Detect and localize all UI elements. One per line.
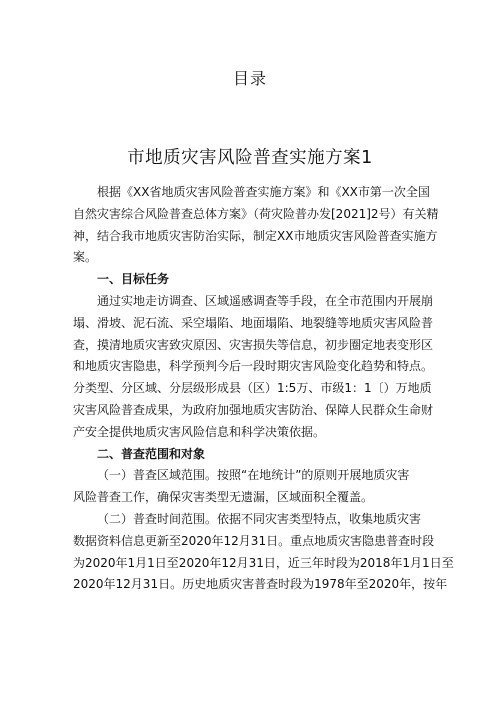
document-body bbox=[73, 182, 454, 596]
paragraph-line: 神，结合我市地质灾害防治实际，制定XX市地质灾害风险普查实施方 bbox=[73, 228, 438, 243]
paragraph-line: 查，摸清地质灾害致灾原因、灾害损失等信息，初步圈定地表变形区 bbox=[73, 337, 434, 352]
paragraph-line: （二）普查时间范围。依据不同灾害类型特点，收集地质灾害 bbox=[97, 511, 422, 526]
paragraph-line: 数据资料信息更新至2020年12月31日。重点地质灾害隐患普查时段 bbox=[73, 533, 435, 548]
paragraph-line: 通过实地走访调查、区域遥感调查等手段，在全市范围内开展崩 bbox=[97, 293, 434, 308]
paragraph-line: 自然灾害综合风险普查总体方案》（荷灾险普办发[2021]2号）有关精 bbox=[73, 206, 439, 221]
document-title: 市地质灾害风险普查实施方案1 bbox=[127, 148, 373, 168]
paragraph-line: 塌、滑坡、泥石流、采空塌陷、地面塌陷、地裂缝等地质灾害风险普 bbox=[73, 315, 434, 330]
paragraph-line: 根据《XX省地质灾害风险普查实施方案》和《XX市第一次全国 bbox=[97, 185, 430, 199]
paragraph-line: 为2020年1月1日至2020年12月31日，近三年时段为2018年1月1日至 bbox=[73, 555, 454, 570]
section-heading: 一、目标任务 bbox=[97, 272, 170, 287]
section-heading: 二、普查范围和对象 bbox=[97, 446, 206, 461]
paragraph-line: 分类型、分区域、分层级形成县（区）1:5万、市级1：1〔）万地质 bbox=[73, 381, 432, 396]
paragraph-line: 灾害风险普查成果，为政府加强地质灾害防治、保障人民群众生命财 bbox=[73, 402, 434, 417]
paragraph-line: 2020年12月31日。历史地质灾害普查时段为1978年至2020年，按年 bbox=[73, 577, 448, 592]
toc-heading: 目录 bbox=[232, 69, 267, 88]
paragraph-line: 和地质灾害隐患，科学预判今后一段时期灾害风险变化趋势和特点。 bbox=[73, 359, 434, 374]
paragraph-line: 风险普查工作，确保灾害类型无遗漏，区域面积全覆盖。 bbox=[73, 490, 374, 505]
paragraph-line: （一）普查区域范围。按照“在地统计”的原则开展地质灾害 bbox=[97, 468, 410, 483]
paragraph-line: 案。 bbox=[73, 250, 98, 265]
paragraph-line: 产安全提供地质灾害风险信息和科学决策依据。 bbox=[73, 424, 326, 439]
